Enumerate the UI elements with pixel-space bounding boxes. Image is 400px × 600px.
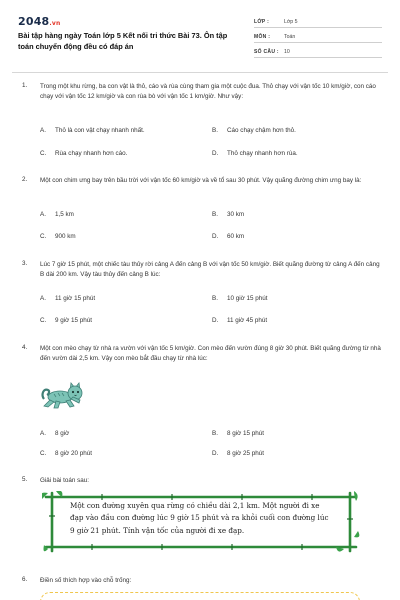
option-text: 900 km (55, 233, 76, 240)
option-text: 8 giờ 15 phút (227, 430, 265, 437)
running-cat-image (40, 375, 90, 411)
question-1 (22, 82, 382, 162)
question-number: 4. (22, 344, 28, 351)
meta-row-count (254, 44, 382, 58)
worksheet-title: Bài tập hàng ngày Toán lớp 5 Kết nối tri thức Bài 73. Ôn tập toán chuyển động đều có đáp án (18, 31, 228, 51)
meta-value: 10 (284, 49, 290, 55)
meta-row-grade (254, 14, 382, 28)
logo-suffix: .vn (49, 20, 61, 27)
option-letter: D. (212, 150, 219, 157)
option-letter: B. (212, 295, 218, 302)
option-text: 8 giờ 25 phút (227, 450, 265, 457)
question-number: 1. (22, 82, 28, 89)
meta-key: LỚP : (254, 19, 270, 25)
logo-text: 2048 (18, 15, 50, 28)
question-text: Một con chim ưng bay trên bầu trời với vận tốc 60 km/giờ và về tổ sau 30 phút. Vậy quãng đường chim ưng bay là: (40, 177, 362, 184)
option-text: 30 km (227, 211, 245, 218)
option-text: Cáo chạy chậm hơn thỏ. (227, 127, 296, 134)
meta-value: Toán (284, 34, 296, 40)
question-number: 6. (22, 576, 28, 583)
option-a[interactable] (40, 295, 95, 302)
option-letter: A. (40, 295, 46, 302)
option-letter: D. (212, 317, 219, 324)
option-letter: B. (212, 127, 218, 134)
option-letter: C. (40, 233, 47, 240)
option-letter: D. (212, 233, 219, 240)
meta-row-subject (254, 29, 382, 43)
header-divider (12, 72, 388, 73)
option-d[interactable] (212, 317, 267, 324)
question-text: Một con mèo chạy từ nhà ra vườn với vận tốc 5 km/giờ. Con mèo đến vườn đúng 8 giờ 30 phút. Biết quãng đường từ nhà đến vườn dài 2,5 km. Vậy con mèo bắt đầu chạy từ nhà lúc: (40, 345, 381, 362)
option-text: 1,5 km (55, 211, 74, 218)
option-letter: B. (212, 430, 218, 437)
option-a[interactable] (40, 211, 74, 218)
question-2 (22, 176, 382, 246)
option-c[interactable] (40, 450, 92, 457)
option-letter: C. (40, 317, 47, 324)
question-text: Giải bài toán sau: (40, 477, 90, 484)
question-text: Trong một khu rừng, ba con vật là thỏ, cáo và rùa cùng tham gia một cuộc đua. Thỏ chạy với vận tốc 10 km/giờ, con cáo chạy với vận tốc 12 km/giờ và con rùa bò với vận tốc 1 km/giờ. Như vậy: (40, 83, 376, 100)
option-text: 11 giờ 15 phút (55, 295, 96, 302)
option-letter: C. (40, 450, 47, 457)
problem-text: Một con đường xuyên qua rừng có chiều dài 2,1 km. Một người đi xe đạp vào đầu con đường lúc 9 giờ 15 phút và ra khỏi cuối con đường lúc 9 giờ 21 phút. Tính vận tốc của người đi xe đạp. (70, 501, 329, 535)
option-letter: A. (40, 430, 46, 437)
option-letter: C. (40, 150, 47, 157)
answer-box (40, 592, 360, 600)
option-c[interactable] (40, 150, 127, 157)
option-d[interactable] (212, 150, 298, 157)
option-text: Rùa chạy nhanh hơn cáo. (55, 150, 128, 157)
site-logo[interactable] (18, 15, 60, 28)
option-c[interactable] (40, 233, 76, 240)
option-text: 60 km (227, 233, 245, 240)
option-text: 8 giờ 20 phút (55, 450, 93, 457)
meta-key: MÔN : (254, 34, 271, 40)
option-letter: B. (212, 211, 218, 218)
option-text: 11 giờ 45 phút (227, 317, 268, 324)
option-b[interactable] (212, 295, 268, 302)
option-b[interactable] (212, 211, 244, 218)
option-d[interactable] (212, 233, 244, 240)
meta-value: Lớp 5 (284, 19, 298, 25)
option-text: 9 giờ 15 phút (55, 317, 93, 324)
option-text: 10 giờ 15 phút (227, 295, 268, 302)
question-3 (22, 260, 382, 330)
option-a[interactable] (40, 127, 145, 134)
option-text: Thỏ là con vật chạy nhanh nhất. (55, 127, 145, 134)
option-letter: A. (40, 127, 46, 134)
option-b[interactable] (212, 127, 296, 134)
option-text: Thỏ chạy nhanh hơn rùa. (227, 150, 298, 157)
option-c[interactable] (40, 317, 92, 324)
option-a[interactable] (40, 430, 69, 437)
option-letter: D. (212, 450, 219, 457)
option-text: 8 giờ (55, 430, 70, 437)
meta-info (254, 14, 382, 59)
meta-key: SỐ CÂU : (254, 49, 279, 55)
question-text: Điền số thích hợp vào chỗ trống: (40, 577, 132, 584)
question-text: Lúc 7 giờ 15 phút, một chiếc tàu thủy rời cảng A đến cảng B với vận tốc 50 km/giờ. Biết quãng đường từ cảng A đến cảng B dài 200 km. Vậy tàu thủy đến cảng B lúc: (40, 261, 380, 278)
question-number: 5. (22, 476, 28, 483)
option-b[interactable] (212, 430, 264, 437)
option-letter: A. (40, 211, 46, 218)
question-number: 2. (22, 176, 28, 183)
option-d[interactable] (212, 450, 264, 457)
question-6 (22, 576, 382, 590)
question-number: 3. (22, 260, 28, 267)
